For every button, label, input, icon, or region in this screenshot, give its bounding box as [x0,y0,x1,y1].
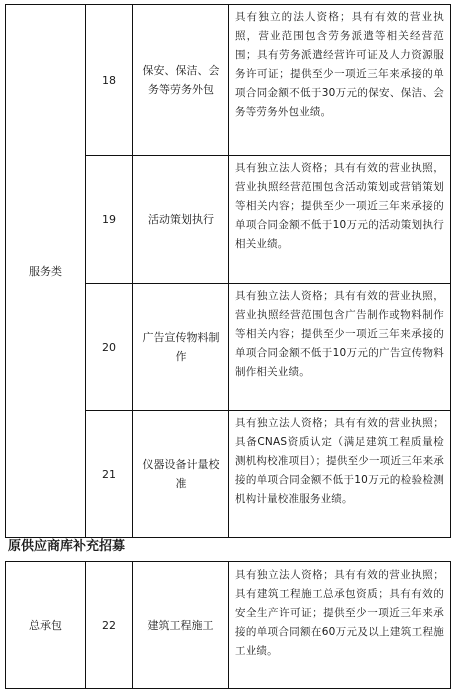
item-name: 广告宣传物料制作 [142,331,220,363]
requirement-text: 具有独立法人资格；具有有效的营业执照；具备CNAS资质认定（满足建筑工程质量检测机构校准项目）；提供至少一项近三年来承接的单项合同金额不低于10万元的检验检测机构计量校准服务业绩。 [235,417,444,505]
column-divider [228,4,229,538]
row-number: 21 [102,467,116,481]
category-cell: 总承包 [29,618,62,632]
category-label: 服务类 [29,264,62,278]
row-number: 22 [102,618,116,632]
category-cell [6,5,85,537]
section-title: 原供应商库补充招募 [8,539,126,554]
table-border [450,4,451,538]
column-divider [228,561,229,689]
table-border [450,561,451,689]
requirement-text: 具有独立的法人资格；具有有效的营业执照，营业范围包含劳务派遣等相关经营范围；具有劳务派遣经营许可证及人力资源服务许可证；提供至少一项近三年来承接的单项合同金额不低于30万元的保安、保洁、会务等劳务外包业绩。 [235,11,444,118]
row-number: 20 [102,340,116,354]
requirement-text: 具有独立法人资格；具有有效的营业执照；具有建筑工程施工总承包资质；具有有效的安全生产许可证；提供至少一项近三年来承接的单项合同额在60万元及以上建筑工程施工业绩。 [235,569,444,657]
item-name: 仪器设备计量校准 [142,458,220,490]
item-name: 保安、保洁、会务等劳务外包 [142,64,220,96]
column-divider [132,4,133,538]
requirement-text: 具有独立法人资格；具有有效的营业执照，营业执照经营范围包含活动策划或营销策划等相关内容；提供至少一项近三年来承接的单项合同金额不低于10万元的活动策划执行相关业绩。 [235,162,444,250]
item-name: 活动策划执行 [148,213,214,226]
item-name: 建筑工程施工 [147,618,214,632]
row-number: 19 [102,213,116,226]
requirement-text: 具有独立法人资格；具有有效的营业执照，营业执照经营范围包含广告制作或物料制作等相关内容；提供至少一项近三年来承接的单项合同金额不低于10万元的广告宣传物料制作相关业绩。 [235,290,444,378]
row-number: 18 [102,73,116,87]
